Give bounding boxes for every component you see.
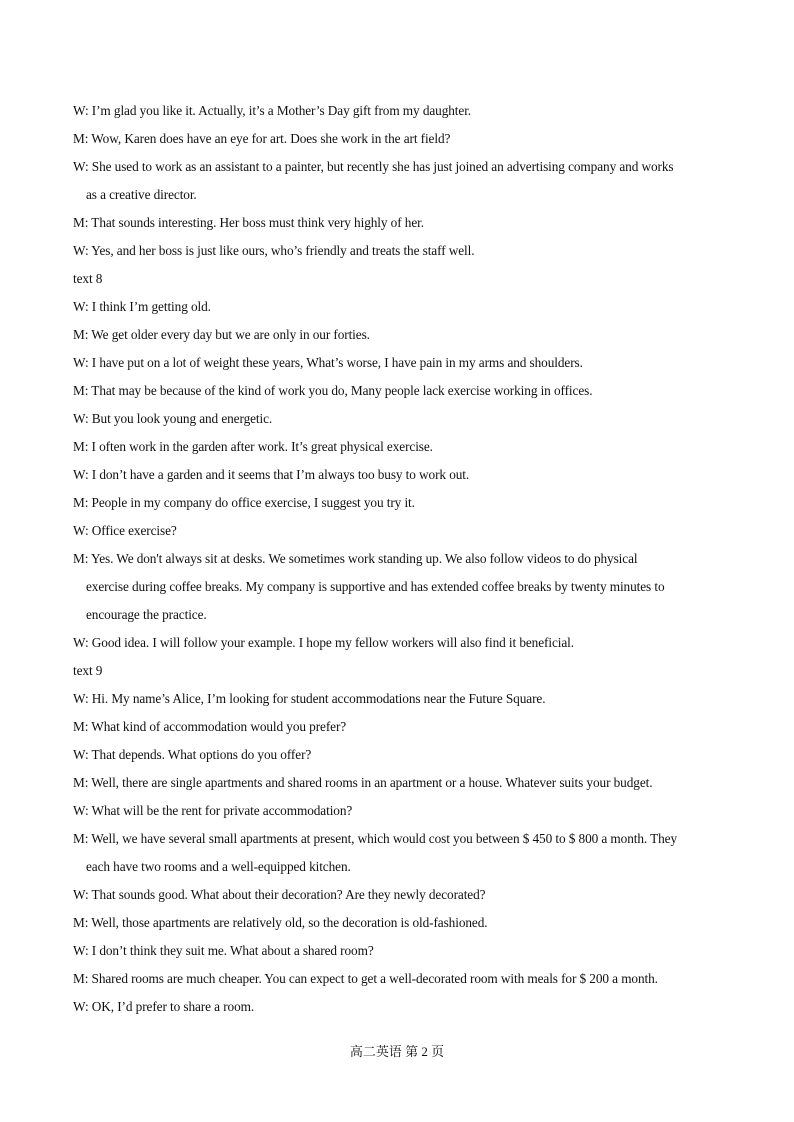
dialogue-line: W: That sounds good. What about their decoration? Are they newly decorated? [73,887,486,902]
dialogue-line: W: Good idea. I will follow your example. I hope my fellow workers will also find it beneficial. [73,635,574,650]
dialogue-line: M: Yes. We don't always sit at desks. We sometimes work standing up. We also follow videos to do physical [73,551,638,566]
dialogue-line: M: People in my company do office exercise, I suggest you try it. [73,495,415,510]
dialogue-line: W: Hi. My name’s Alice, I’m looking for student accommodations near the Future Square. [73,691,546,706]
dialogue-line: M: Well, those apartments are relatively old, so the decoration is old-fashioned. [73,915,488,930]
dialogue-line: W: I don’t have a garden and it seems that I’m always too busy to work out. [73,467,470,482]
dialogue-line: M: Shared rooms are much cheaper. You can expect to get a well-decorated room with meals for $ 200 a month. [73,971,658,986]
dialogue-line: W: I have put on a lot of weight these years, What’s worse, I have pain in my arms and shoulders. [73,355,583,370]
dialogue-line: W: I’m glad you like it. Actually, it’s a Mother’s Day gift from my daughter. [73,103,472,118]
page-footer: 高二英语 第 2 页 [349,1044,445,1059]
dialogue-line: W: Office exercise? [73,523,177,538]
dialogue-line: W: Yes, and her boss is just like ours, who’s friendly and treats the staff well. [73,243,475,258]
dialogue-line: M: Well, there are single apartments and shared rooms in an apartment or a house. Whatever suits your budget. [73,775,653,790]
section-label: text 8 [73,271,103,286]
dialogue-line: W: I don’t think they suit me. What about a shared room? [73,943,374,958]
dialogue-line: each have two rooms and a well-equipped kitchen. [86,859,351,874]
dialogue-line: encourage the practice. [86,607,207,622]
dialogue-line: as a creative director. [86,187,197,202]
dialogue-line: M: Well, we have several small apartments at present, which would cost you between $ 450 to $ 800 a month. They [73,831,678,846]
dialogue-line: M: That sounds interesting. Her boss must think very highly of her. [73,215,424,230]
document-body [73,97,728,1021]
dialogue-line: W: That depends. What options do you offer? [73,747,312,762]
dialogue-line: M: I often work in the garden after work. It’s great physical exercise. [73,439,433,454]
dialogue-line: W: What will be the rent for private accommodation? [73,803,353,818]
dialogue-line: W: OK, I’d prefer to share a room. [73,999,255,1014]
dialogue-line: exercise during coffee breaks. My company is supportive and has extended coffee breaks by twenty minutes to [86,579,665,594]
dialogue-line: W: She used to work as an assistant to a painter, but recently she has just joined an advertising company and works [73,159,674,174]
dialogue-line: W: But you look young and energetic. [73,411,273,426]
dialogue-line: M: That may be because of the kind of work you do, Many people lack exercise working in offices. [73,383,593,398]
dialogue-line: M: What kind of accommodation would you prefer? [73,719,347,734]
section-label: text 9 [73,663,103,678]
dialogue-line: M: We get older every day but we are only in our forties. [73,327,370,342]
dialogue-line: W: I think I’m getting old. [73,299,211,314]
dialogue-line: M: Wow, Karen does have an eye for art. Does she work in the art field? [73,131,451,146]
